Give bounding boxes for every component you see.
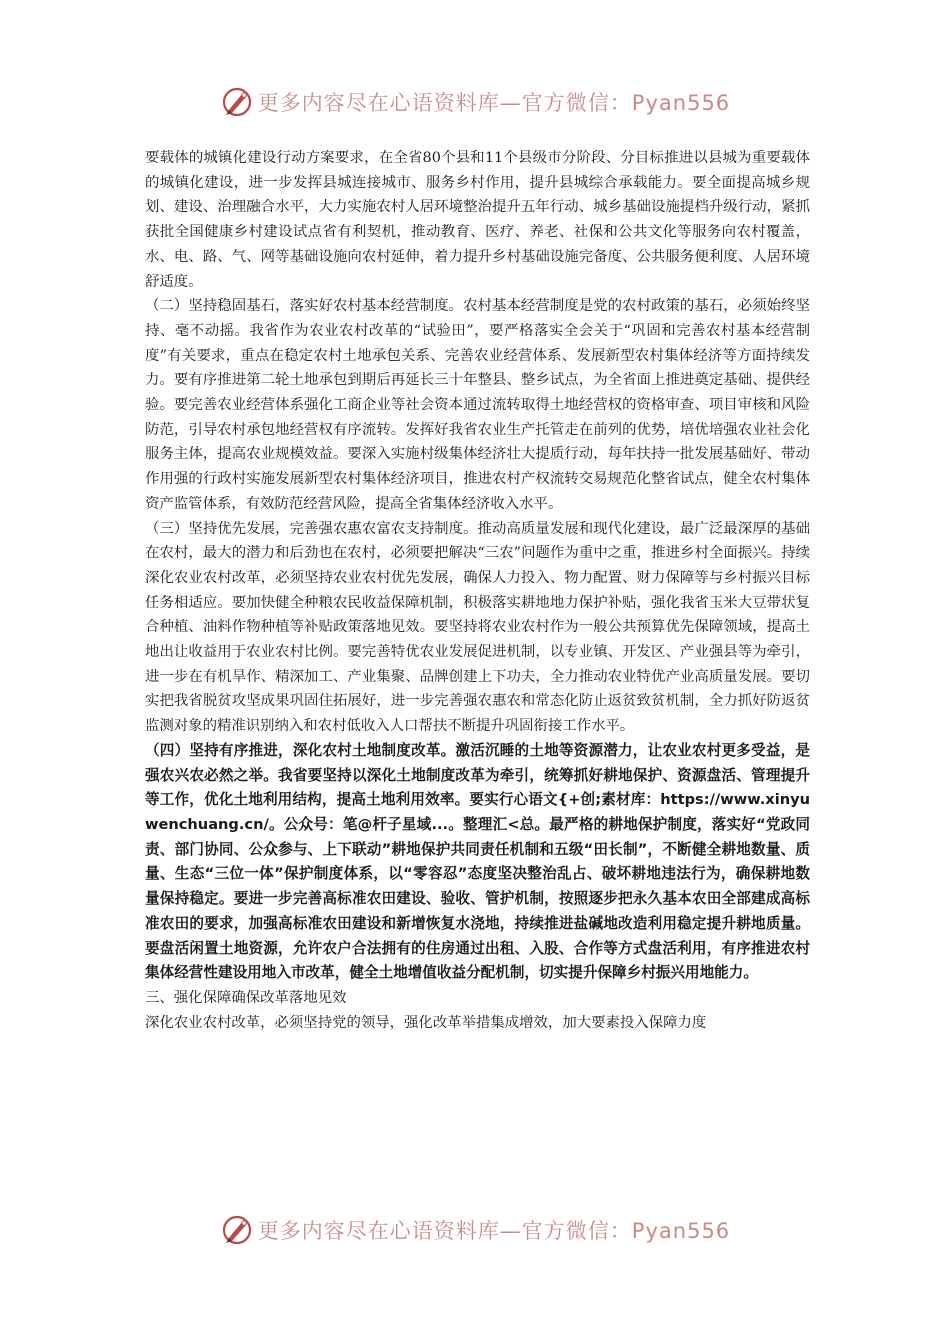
watermark-text: 更多内容尽在心语资料库—官方微信：Pyan556	[257, 91, 731, 115]
section-heading: 三、强化保障确保改革落地见效	[145, 989, 347, 1006]
paragraph-4-bold: （四）坚持有序推进，深化农村土地制度改革。激活沉睡的土地等资源潜力，让农业农村更多受益，是强农兴农必然之举。我省要坚持以深化土地制度改革为牵引，统筹抓好耕地保护、资源盘活、管理提升等工作，优化土地利用结构，提高土地利用效率。要实行心语文{+创;素材库：https://www.xinyuwenchuang.cn/。公众号：笔@杆子星域...。整理汇<总。最严格的耕地保护制度，落实好“党政同责、部门协同、公众参与、上下联动”耕地保护共同责任机制和五级“田长制”，不断健全耕地数量、质量、生态“三位一体”保护制度体系，以“零容忍”态度坚决整治乱占、破坏耕地违法行为，确保耕地数量保持稳定。要进一步完善高标准农田建设、验收、管护机制，按照逐步把永久基本农田全部建成高标准农田的要求，加强高标准农田建设和新增恢复水浇地，持续推进盐碱地改造利用稳定提升耕地质量。要盘活闲置土地资源，允许农户合法拥有的住房通过出租、入股、合作等方式盘活利用，有序推进农村集体经营性建设用地入市改革，健全土地增值收益分配机制，切实提升保障乡村振兴用地能力。	[145, 741, 810, 982]
watermark-banner-top	[0, 82, 950, 122]
paragraph-1: 要载体的城镇化建设行动方案要求，在全省80个县和11个县级市分阶段、分目标推进以县城为重要载体的城镇化建设，进一步发挥县城连接城市、服务乡村作用，提升县城综合承载能力。要全面提高城乡规划、建设、治理融合水平，大力实施农村人居环境整治提升五年行动、城乡基础设施提档升级行动，紧抓获批全国健康乡村建设试点省有利契机，推动教育、医疗、养老、社保和公共文化等服务向农村覆盖，水、电、路、气、网等基础设施向农村延伸，着力提升乡村基础设施完备度、公共服务便利度、人居环境舒适度。	[145, 150, 810, 290]
pen-circle-icon	[220, 85, 254, 119]
paragraph-5: 深化农业农村改革，必须坚持党的领导，强化改革举措集成增效，加大要素投入保障力度	[145, 1014, 707, 1031]
paragraph-3: （三）坚持优先发展，完善强农惠农富农支持制度。推动高质量发展和现代化建设，最广泛最深厚的基础在农村，最大的潜力和后劲也在农村，必须要把解决“三农”问题作为重中之重，推进乡村全面振兴。持续深化农业农村改革，必须坚持农业农村优先发展，确保人力投入、物力配置、财力保障等与乡村振兴目标任务相适应。要加快健全种粮农民收益保障机制，积极落实耕地地力保护补贴，强化我省玉米大豆带状复合种植、油料作物种植等补贴政策落地见效。要坚持将农业农村作为一般公共预算优先保障领域，提高土地出让收益用于农业农村比例。要完善特优农业发展促进机制，以专业镇、开发区、产业强县等为牵引，进一步在有机旱作、精深加工、产业集聚、品牌创建上下功夫，全力推动农业特优产业高质量发展。要切实把我省脱贫攻坚成果巩固住拓展好，进一步完善强农惠农和常态化防止返贫致贫机制，全力抓好防返贫监测对象的精准识别纳入和农村低收入人口帮扶不断提升巩固衔接工作水平。	[145, 520, 810, 735]
watermark-text: 更多内容尽在心语资料库—官方微信：Pyan556	[257, 1219, 731, 1243]
document-body	[145, 146, 810, 1035]
watermark-banner-bottom	[0, 1210, 950, 1250]
paragraph-2: （二）坚持稳固基石，落实好农村基本经营制度。农村基本经营制度是党的农村政策的基石，必须始终坚持、毫不动摇。我省作为农业农村改革的“试验田”，要严格落实全会关于“巩固和完善农村基本经营制度”有关要求，重点在稳定农村土地承包关系、完善农业经营体系、发展新型农村集体经济等方面持续发力。要有序推进第二轮土地承包到期后再延长三十年整县、整乡试点，为全省面上推进奠定基础、提供经验。要完善农业经营体系强化工商企业等社会资本通过流转取得土地经营权的资格审查、项目审核和风险防范，引导农村承包地经营权有序流转。发挥好我省农业生产托管走在前列的优势，培优培强农业社会化服务主体，提高农业规模效益。要深入实施村级集体经济壮大提质行动，每年扶持一批发展基础好、带动作用强的行政村实施发展新型农村集体经济项目，推进农村产权流转交易规范化整省试点，健全农村集体资产监管体系，有效防范经营风险，提高全省集体经济收入水平。	[145, 298, 810, 512]
pen-circle-icon	[220, 1213, 254, 1247]
